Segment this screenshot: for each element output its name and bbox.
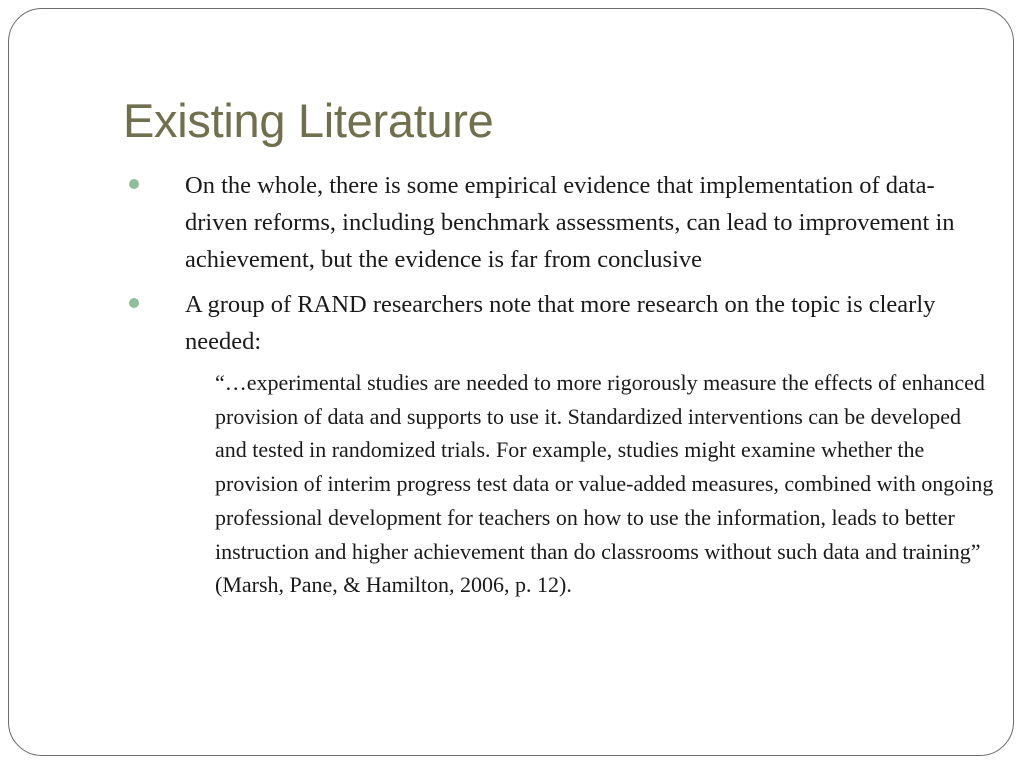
bullet-dot-icon <box>129 298 139 308</box>
bullet-item-evidence <box>123 167 985 278</box>
bullet-dot-icon <box>129 179 139 189</box>
slide-content <box>123 167 1003 602</box>
sub-bullet-quote: “…experimental studies are needed to more rigorously measure the effects of enhanced provision of data and supports to use it. Standardized interventions can be developed and tested in randomized trials. For example, studies might examine whether the provision of interim progress test data or value-added measures, combined with ongoing professional development for teachers on how to use the information, leads to better instruction and higher achievement than do classrooms without such data and training” (Marsh, Pane, & Hamilton, 2006, p. 12). <box>215 370 994 598</box>
bullet-item-rand <box>123 286 985 360</box>
slide-title: Existing Literature <box>123 94 494 147</box>
bullet-text: On the whole, there is some empirical evidence that implementation of data-driven reforms, including benchmark assessments, can lead to improvement in achievement, but the evidence is far from conclusive <box>185 172 955 273</box>
slide-frame <box>8 8 1014 756</box>
bullet-text: A group of RAND researchers note that more research on the topic is clearly needed: <box>185 291 936 355</box>
